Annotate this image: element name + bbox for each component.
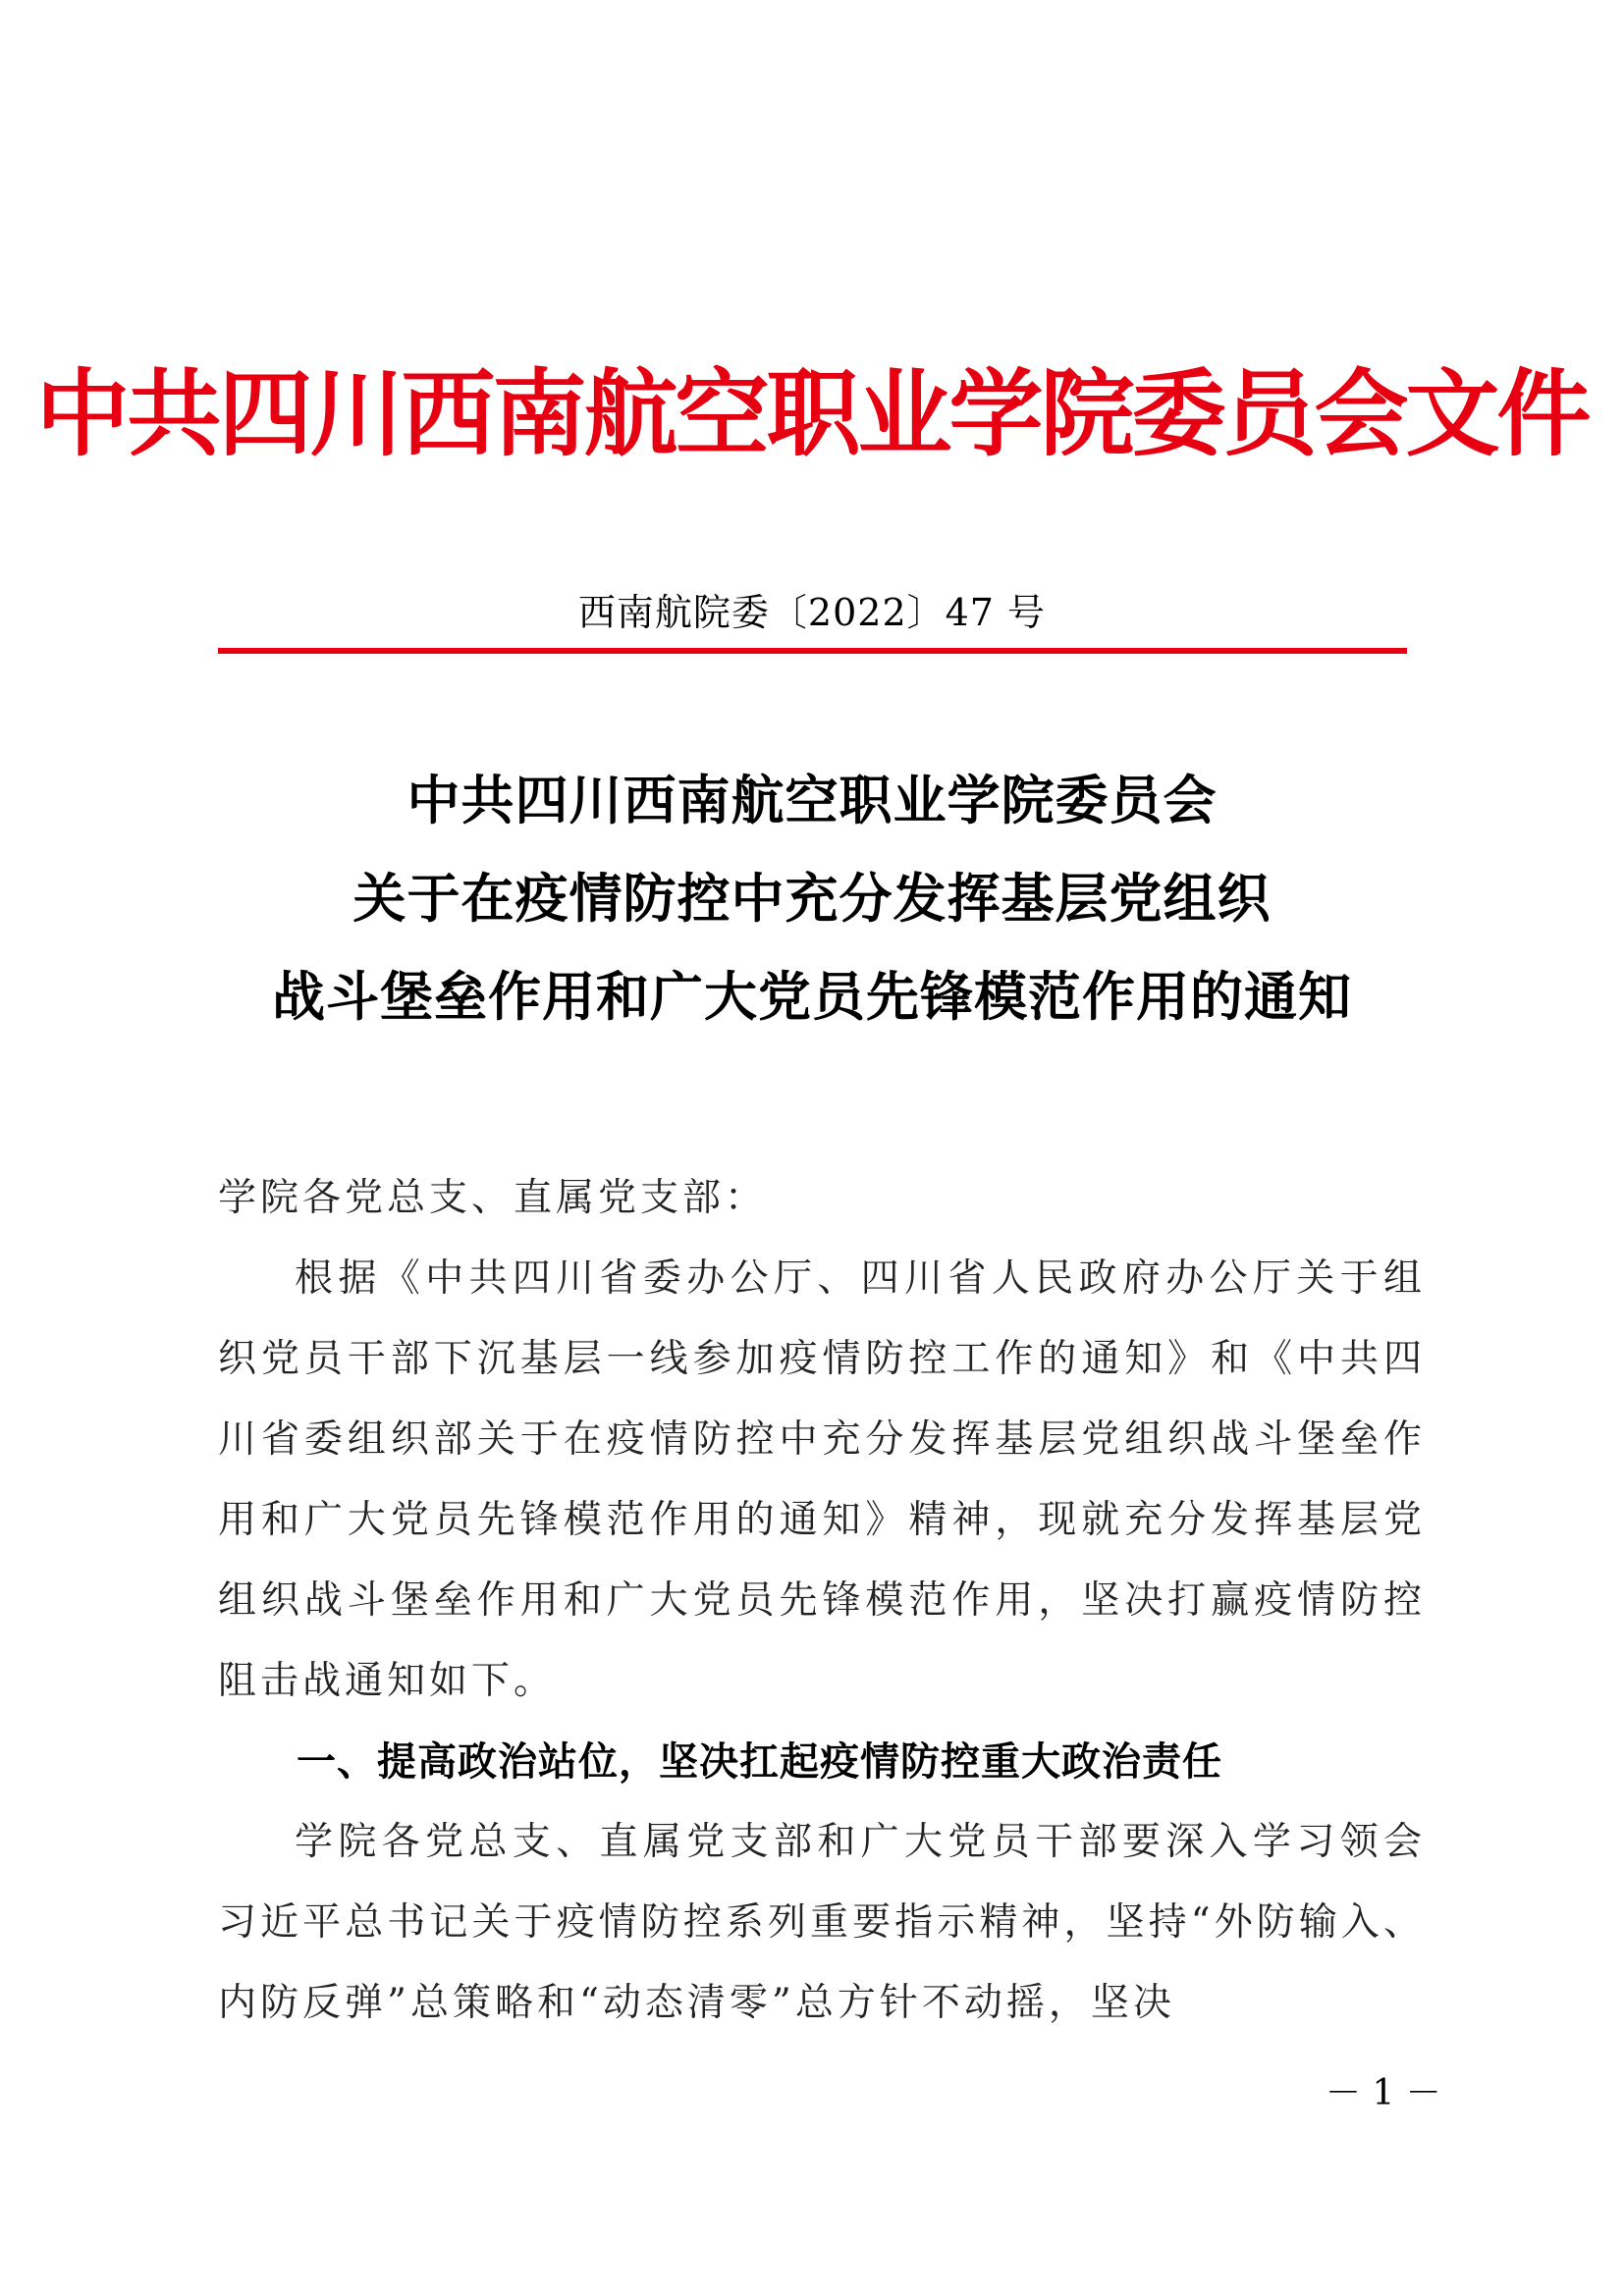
salutation: 学院各党总支、直属党支部： xyxy=(218,1176,768,1220)
paragraph-introduction: 根据《中共四川省委办公厅、四川省人民政府办公厅关于组织党员干部下沉基层一线参加疫情防控工作的通知》和《中共四川省委组织部关于在疫情防控中充分发挥基层党组织战斗堡垒作用和广大党员先锋模范作用的通知》精神，现就充分发挥基层党组织战斗堡垒作用和广大党员先锋模范作用，坚决打赢疫情防控阻击战通知如下。 xyxy=(218,1256,1426,1703)
issuer-title: 中共四川西南航空职业学院委员会文件 xyxy=(35,358,1589,469)
paragraph-section-1: 学院各党总支、直属党支部和广大党员干部要深入学习领会习近平总书记关于疫情防控系列重要指示精神，坚持“外防输入、内防反弹”总策略和“动态清零”总方针不动摇，坚决 xyxy=(218,1820,1426,2025)
document-body xyxy=(218,1158,1426,2044)
section-heading-1: 一、提高政治站位，坚决扛起疫情防控重大政治责任 xyxy=(297,1738,1222,1785)
title-line-3: 战斗堡垒作用和广大党员先锋模范作用的通知 xyxy=(272,965,1352,1028)
title-line-1: 中共四川西南航空职业学院委员会 xyxy=(406,769,1218,831)
document-number: 西南航院委〔2022〕47 号 xyxy=(577,591,1047,634)
page-number: － 1 － xyxy=(1326,2073,1441,2113)
document-title xyxy=(0,751,1624,1045)
title-line-2: 关于在疫情防控中充分发挥基层党组织 xyxy=(352,867,1272,930)
red-divider-line xyxy=(218,648,1407,654)
